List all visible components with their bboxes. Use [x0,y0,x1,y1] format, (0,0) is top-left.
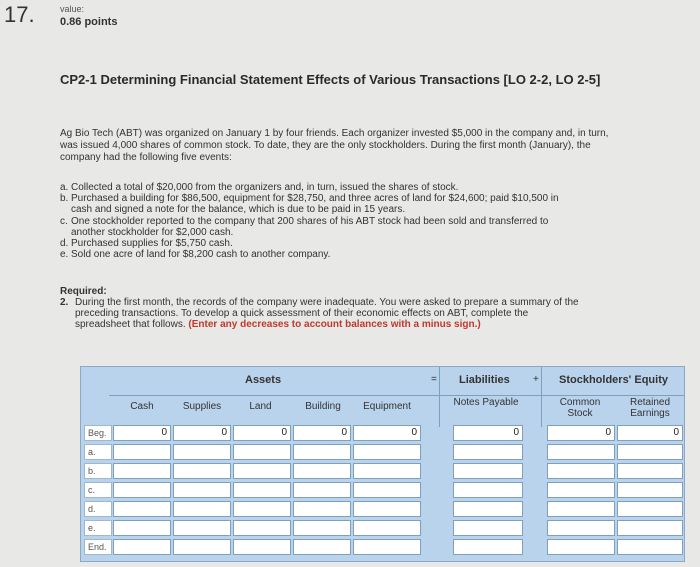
question-number: 17. [4,2,35,27]
input-cell-b-supplies[interactable] [173,463,231,479]
column-divider [439,367,440,427]
problem-title: CP2-1 Determining Financial Statement Effects of Various Transactions [LO 2-2, LO 2-5] [60,72,601,87]
event-item: e. Sold one acre of land for $8,200 cash to another company. [60,249,331,261]
value-label: value: [60,4,85,14]
row-label-end: End. [84,539,112,555]
equals-sign: = [431,374,437,385]
input-cell-e-building[interactable] [293,520,351,536]
input-cell-e-land[interactable] [233,520,291,536]
row-label-a: a. [84,444,112,460]
beg-notes-payable-cell: 0 [453,425,523,441]
input-cell-b-retained-earnings[interactable] [617,463,683,479]
points-label: 0.86 points [60,16,118,28]
col-header-cash: Cash [130,401,154,412]
input-cell-c-cash[interactable] [113,482,171,498]
input-cell-a-notes-payable[interactable] [453,444,523,460]
input-cell-d-common-stock[interactable] [547,501,615,517]
row-label-b: b. [84,463,112,479]
input-cell-d-retained-earnings[interactable] [617,501,683,517]
input-cell-e-retained-earnings[interactable] [617,520,683,536]
input-cell-c-retained-earnings[interactable] [617,482,683,498]
equity-header: Stockholders' Equity [559,374,668,386]
col-header-supplies: Supplies [182,401,222,412]
beg-building-cell: 0 [293,425,351,441]
input-cell-end-supplies[interactable] [173,539,231,555]
spreadsheet-header [81,367,684,395]
input-cell-end-building[interactable] [293,539,351,555]
required-emphasis: (Enter any decreases to account balances with a minus sign.) [188,319,481,330]
input-cell-d-notes-payable[interactable] [453,501,523,517]
input-cell-b-common-stock[interactable] [547,463,615,479]
input-cell-d-building[interactable] [293,501,351,517]
col-header-common-stock: Common Stock [559,397,601,419]
col-header-notes-payable: Notes Payable [453,397,519,408]
input-cell-c-equipment[interactable] [353,482,421,498]
input-cell-d-land[interactable] [233,501,291,517]
col-header-building: Building [305,401,341,412]
input-cell-end-notes-payable[interactable] [453,539,523,555]
event-item: b. Purchased a building for $86,500, equipment for $28,750, and three acres of land for $24,600; paid $10,500 in cash and signed a note for the balance, which is due to be paid in 15 years. [60,193,559,216]
input-cell-b-cash[interactable] [113,463,171,479]
beg-common-stock-cell: 0 [547,425,615,441]
assets-header: Assets [245,374,282,386]
beg-equipment-cell: 0 [353,425,421,441]
input-cell-e-notes-payable[interactable] [453,520,523,536]
col-header-retained-earnings: Retained Earnings [629,397,671,419]
col-header-land: Land [249,401,272,412]
input-cell-a-common-stock[interactable] [547,444,615,460]
beg-land-cell: 0 [233,425,291,441]
input-cell-end-retained-earnings[interactable] [617,539,683,555]
event-item: a. Collected a total of $20,000 from the organizers and, in turn, issued the shares of stock. [60,182,459,193]
required-text: During the first month, the records of the company were inadequate. You were asked to prepare a summary of the preceding transactions. To develop a quick assessment of their economic effects on ABT, complete the spreadsheet that follows. (Enter any decreases to account balances with a minus sign.) [75,297,579,330]
column-divider [541,367,542,427]
problem-intro: Ag Bio Tech (ABT) was organized on January 1 by four friends. Each organizer invested $5,000 in the company and, in turn, was issued 4,000 shares of common stock. To date, they are the only stockholders. During the first month (January), the company had the following five events: [60,128,609,163]
input-cell-b-land[interactable] [233,463,291,479]
input-cell-c-common-stock[interactable] [547,482,615,498]
col-header-equipment: Equipment [363,401,411,412]
row-label-c: c. [84,482,112,498]
row-label-e: e. [84,520,112,536]
input-cell-a-cash[interactable] [113,444,171,460]
input-cell-a-equipment[interactable] [353,444,421,460]
header-divider [109,395,684,396]
input-cell-d-equipment[interactable] [353,501,421,517]
input-cell-b-equipment[interactable] [353,463,421,479]
input-cell-a-land[interactable] [233,444,291,460]
input-cell-end-common-stock[interactable] [547,539,615,555]
event-item: c. One stockholder reported to the company that 200 shares of his ABT stock had been sold and transferred to another stockholder for $2,000 cash. [60,215,549,238]
row-label-beg: Beg. [84,425,112,441]
input-cell-end-equipment[interactable] [353,539,421,555]
input-cell-e-cash[interactable] [113,520,171,536]
plus-sign: + [533,374,539,385]
input-cell-d-supplies[interactable] [173,501,231,517]
beg-cash-cell: 0 [113,425,171,441]
input-cell-c-building[interactable] [293,482,351,498]
required-item [60,297,580,330]
event-item: d. Purchased supplies for $5,750 cash. [60,238,233,250]
input-cell-e-supplies[interactable] [173,520,231,536]
input-cell-c-notes-payable[interactable] [453,482,523,498]
input-cell-a-building[interactable] [293,444,351,460]
input-cell-e-equipment[interactable] [353,520,421,536]
beg-retained-earnings-cell: 0 [617,425,683,441]
events-list [60,182,580,260]
input-cell-a-retained-earnings[interactable] [617,444,683,460]
input-cell-end-cash[interactable] [113,539,171,555]
input-cell-a-supplies[interactable] [173,444,231,460]
input-cell-b-building[interactable] [293,463,351,479]
input-cell-c-land[interactable] [233,482,291,498]
required-number: 2. [60,297,69,308]
beg-supplies-cell: 0 [173,425,231,441]
input-cell-e-common-stock[interactable] [547,520,615,536]
liabilities-header: Liabilities [459,374,510,386]
input-cell-d-cash[interactable] [113,501,171,517]
row-label-d: d. [84,501,112,517]
input-cell-end-land[interactable] [233,539,291,555]
input-cell-c-supplies[interactable] [173,482,231,498]
spreadsheet [80,366,685,562]
required-heading: Required: [60,286,107,297]
input-cell-b-notes-payable[interactable] [453,463,523,479]
